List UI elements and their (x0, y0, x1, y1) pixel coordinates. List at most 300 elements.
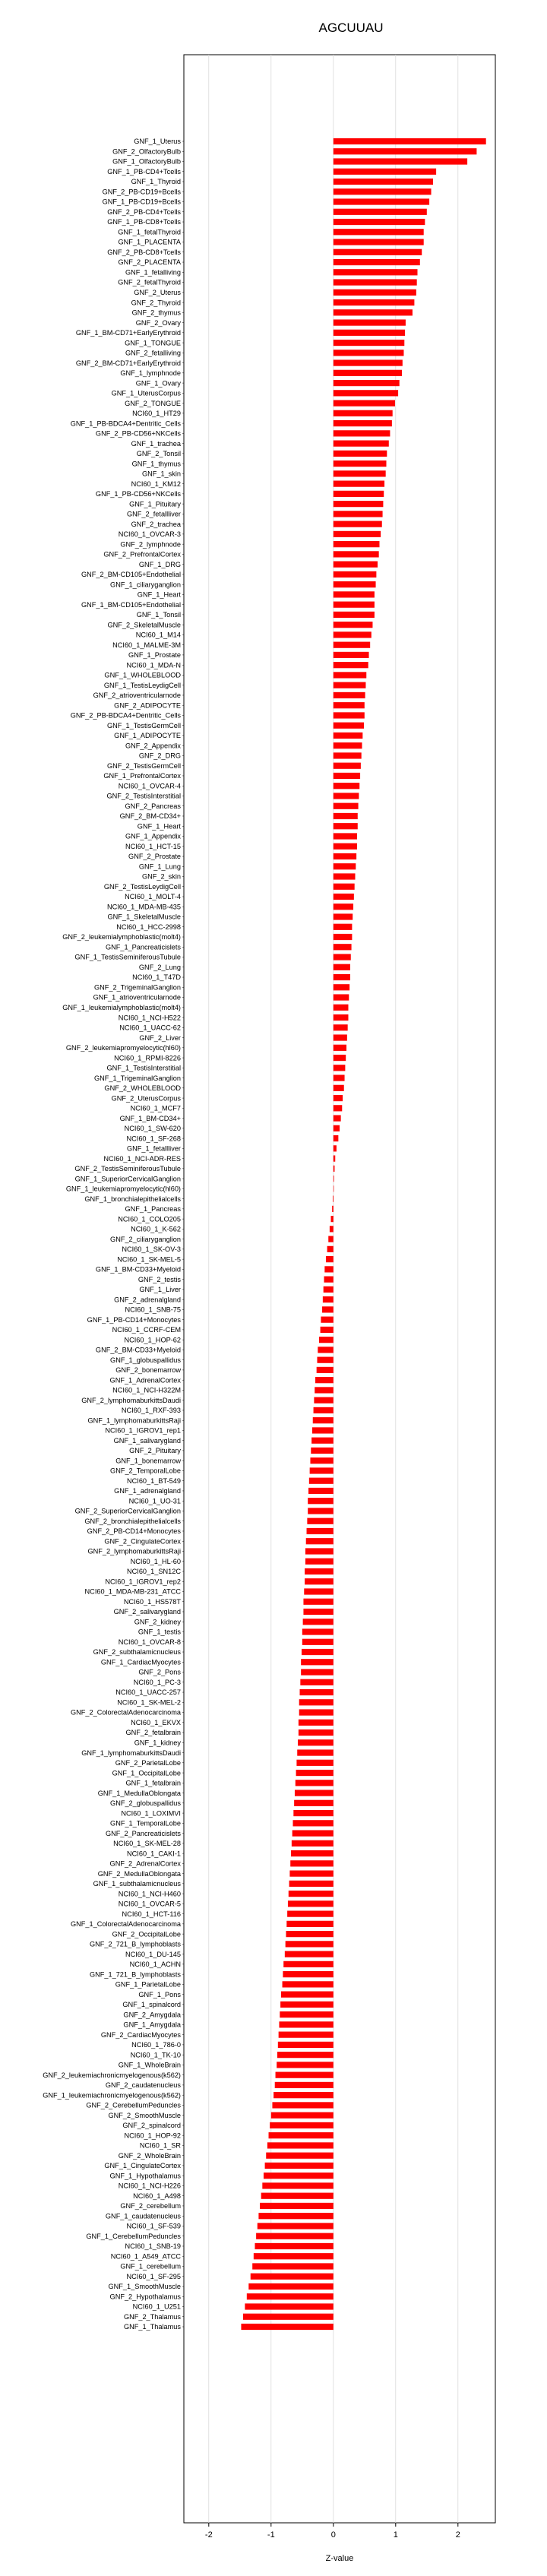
category-label: GNF_2_PB-CD4+Tcells (107, 207, 181, 216)
bar (334, 148, 477, 154)
bar (324, 1277, 334, 1283)
category-label: GNF_1_Lung (138, 862, 181, 871)
category-label: GNF_1_DRG (138, 560, 181, 568)
category-label: GNF_1_CingulateCortex (104, 2162, 181, 2170)
category-label: GNF_2_BM-CD34+ (119, 812, 181, 821)
category-label: GNF_2_adrenalgland (114, 1296, 181, 1304)
category-label: GNF_2_Pancreaticislets (105, 1829, 181, 1837)
bar (319, 1337, 334, 1343)
category-label: NCI60_1_MDA-MB-435 (106, 903, 181, 911)
category-label: GNF_2_DRG (138, 752, 181, 760)
category-label: NCI60_1_HCT-116 (122, 1910, 181, 1918)
category-label: GNF_1_spinalcord (122, 2001, 181, 2009)
category-label: NCI60_1_NCI-H226 (118, 2182, 181, 2190)
bar (300, 1679, 333, 1685)
bar (334, 330, 405, 336)
category-label: NCI60_1_IGROV1_rep2 (105, 1578, 181, 1586)
category-label: GNF_1_PrefrontalCortex (103, 772, 181, 780)
category-label: GNF_2_caudatenucleus (105, 2081, 181, 2090)
category-label: GNF_1_subthalamicnucleus (93, 1880, 181, 1888)
bar (334, 481, 384, 487)
bar (308, 1498, 334, 1504)
bar (317, 1367, 334, 1373)
x-tick-label: 1 (393, 2530, 398, 2540)
bar (311, 1438, 334, 1444)
category-label: GNF_2_kidney (134, 1618, 181, 1626)
category-label: GNF_2_ADIPOCYTE (114, 701, 181, 710)
category-label: GNF_2_bronchialepithelialcells (84, 1517, 181, 1525)
category-label: NCI60_1_IGROV1_rep1 (105, 1426, 181, 1435)
category-label: GNF_1_skin (141, 470, 181, 478)
category-label: GNF_2_thymus (131, 309, 181, 317)
category-label: NCI60_1_HOP-92 (124, 2131, 181, 2140)
category-label: GNF_2_CardiacMyocytes (100, 2030, 181, 2039)
bar (334, 319, 406, 325)
bar (254, 2253, 334, 2259)
category-label: NCI60_1_HT29 (132, 410, 181, 418)
category-label: GNF_2_TemporalLobe (110, 1467, 181, 1475)
category-label: GNF_2_TrigeminalGanglion (93, 983, 181, 992)
bar (334, 964, 350, 970)
bar (314, 1407, 334, 1413)
category-label: NCI60_1_SF-295 (126, 2272, 181, 2280)
category-label: GNF_1_leukemialymphoblastic(molt4) (62, 1003, 181, 1011)
bar (267, 2142, 334, 2148)
category-label: GNF_1_Tonsil (136, 611, 181, 619)
category-label: GNF_1_globuspallidus (110, 1356, 181, 1364)
bar (328, 1236, 334, 1242)
bar (321, 1327, 334, 1333)
bar (278, 2042, 334, 2048)
category-label: GNF_1_WHOLEBLOOD (104, 671, 181, 679)
bar (248, 2283, 334, 2290)
bar (322, 1306, 334, 1312)
bar (279, 2032, 334, 2038)
bar (280, 2002, 334, 2008)
bar (245, 2303, 333, 2309)
category-label: GNF_2_PB-CD19+Bcells (102, 188, 181, 196)
category-label: GNF_1_BM-CD105+Endothelial (81, 600, 181, 609)
bar (258, 2223, 334, 2229)
bar (334, 249, 422, 255)
bar (330, 1226, 334, 1232)
bar (283, 1971, 333, 1977)
bar (247, 2293, 334, 2299)
x-tick-label: 0 (330, 2530, 336, 2540)
bar (334, 723, 364, 729)
bar (286, 1931, 333, 1937)
bar (334, 612, 375, 618)
bar (334, 954, 351, 960)
category-label: GNF_2_SuperiorCervicalGanglion (74, 1507, 181, 1515)
category-label: GNF_2_BM-CD105+Endothelial (81, 571, 181, 579)
bar (304, 1588, 334, 1594)
category-label: GNF_2_PrefrontalCortex (103, 550, 181, 559)
bar (334, 763, 361, 769)
category-label: GNF_2_Pancreas (125, 802, 181, 810)
bars (241, 138, 485, 2330)
bar (287, 1910, 334, 1916)
bar (315, 1377, 334, 1383)
category-label: GNF_2_TestisLeydigCell (103, 882, 181, 891)
category-label: GNF_1_lymphomaburkittsDaudi (81, 1748, 181, 1757)
bar (243, 2314, 334, 2320)
bar (334, 460, 387, 467)
category-label: NCI60_1_LOXIMVI (121, 1809, 181, 1818)
bar (296, 1770, 334, 1776)
bar (310, 1467, 334, 1473)
category-label: GNF_2_721_B_lymphoblasts (89, 1940, 181, 1948)
bar (334, 299, 415, 305)
bar (334, 1085, 344, 1091)
category-label: NCI60_1_UACC-62 (119, 1024, 181, 1032)
category-label: GNF_2_CerebellumPeduncles (86, 2101, 181, 2109)
bar (334, 370, 402, 376)
category-label: GNF_1_fetalliving (125, 268, 181, 277)
category-label: GNF_2_fetalThyroid (118, 278, 181, 286)
bar (305, 1568, 334, 1574)
category-labels (43, 138, 184, 2331)
category-label: NCI60_1_HS578T (123, 1597, 181, 1606)
bar (334, 1166, 335, 1172)
category-label: GNF_1_TestisLeydigCell (103, 681, 181, 689)
bar (324, 1266, 333, 1272)
bar (283, 1961, 334, 1967)
category-label: GNF_2_Appendix (125, 742, 181, 750)
category-label: GNF_2_PB-CD56+NKCells (95, 429, 181, 438)
category-label: GNF_1_Amygdala (123, 2021, 181, 2029)
category-label: GNF_2_salivarygland (113, 1608, 181, 1616)
bar (334, 521, 382, 527)
category-label: NCI60_1_CAKI-1 (127, 1850, 181, 1858)
category-label: GNF_1_AdrenalCortex (109, 1376, 181, 1385)
bar (334, 198, 429, 204)
bar (275, 2082, 334, 2088)
category-label: GNF_2_WholeBrain (118, 2151, 181, 2160)
category-label: GNF_1_UterusCorpus (111, 389, 181, 397)
category-label: GNF_2_ColorectalAdenocarcinoma (70, 1708, 181, 1717)
category-label: GNF_2_AdrenalCortex (109, 1859, 181, 1868)
category-label: GNF_1_Appendix (125, 832, 181, 840)
category-label: GNF_2_ParietalLobe (115, 1759, 181, 1767)
bar (334, 1024, 348, 1030)
bar (334, 813, 358, 819)
bar (279, 2021, 333, 2027)
category-label: NCI60_1_HCT-15 (125, 842, 181, 850)
category-label: GNF_1_Pancreaticislets (105, 943, 181, 951)
bar (290, 1860, 334, 1866)
bar (264, 2173, 334, 2179)
bar (334, 1055, 346, 1061)
bar (269, 2132, 334, 2138)
category-label: GNF_1_Pituitary (129, 500, 181, 508)
x-axis (205, 2523, 460, 2540)
category-label: GNF_2_CingulateCortex (104, 1537, 181, 1546)
bar (312, 1427, 334, 1433)
bar (276, 2072, 334, 2078)
bar (334, 179, 433, 185)
bar (334, 551, 379, 557)
bar (334, 1135, 339, 1141)
category-label: GNF_1_bonemarrow (115, 1457, 181, 1465)
bar (289, 1891, 334, 1897)
bar (334, 773, 360, 779)
bar (261, 2193, 334, 2199)
bar (301, 1669, 334, 1675)
category-label: NCI60_1_HCC-2998 (116, 922, 181, 931)
bar (334, 843, 357, 850)
category-label: NCI60_1_A498 (133, 2191, 181, 2200)
category-label: GNF_1_testis (138, 1628, 181, 1636)
bar (331, 1216, 334, 1222)
bar (334, 793, 359, 799)
bar (265, 2163, 334, 2169)
bar (334, 259, 420, 265)
category-label: NCI60_1_SK-MEL-28 (113, 1840, 181, 1848)
category-label: NCI60_1_SNB-19 (125, 2242, 181, 2251)
category-label: GNF_2_fetalliving (125, 349, 181, 357)
category-label: GNF_2_TestisSeminiferousTubule (74, 1165, 181, 1173)
category-label: GNF_2_TestisGermCell (106, 761, 181, 770)
bar (307, 1528, 334, 1534)
bar (334, 894, 354, 900)
bar (300, 1689, 334, 1695)
category-label: GNF_1_ColorectalAdenocarcinoma (70, 1920, 181, 1929)
category-label: GNF_2_Pons (138, 1668, 181, 1676)
bar (299, 1709, 334, 1715)
category-label: GNF_1_ADIPOCYTE (114, 732, 181, 740)
bar (334, 219, 425, 225)
category-label: GNF_2_SmoothMuscle (108, 2111, 181, 2119)
bar (307, 1518, 333, 1524)
category-label: NCI60_1_EKVX (131, 1718, 181, 1726)
category-label: GNF_1_salivarygland (113, 1436, 181, 1445)
bar (311, 1448, 334, 1454)
bar (315, 1387, 334, 1393)
category-label: NCI60_1_NCI-H322M (112, 1386, 181, 1394)
bar (302, 1628, 334, 1635)
category-label: GNF_1_Liver (139, 1286, 181, 1294)
category-label: GNF_2_globuspallidus (110, 1799, 181, 1808)
category-label: GNF_1_Hypothalamus (109, 2172, 181, 2180)
bar (317, 1357, 333, 1363)
category-label: GNF_1_lymphomaburkittsRaji (87, 1416, 181, 1425)
bar (333, 1196, 334, 1202)
bar (334, 742, 362, 748)
category-label: NCI60_1_SR (139, 2141, 181, 2150)
category-label: GNF_2_leukemiapromyelocytic(hl60) (65, 1044, 181, 1052)
bar (305, 1548, 334, 1554)
bar (334, 873, 356, 879)
category-label: GNF_2_fetalbrain (125, 1729, 181, 1737)
category-label: NCI60_1_SK-MEL-2 (117, 1698, 181, 1707)
bar (324, 1286, 334, 1293)
bar (318, 1347, 334, 1353)
category-label: NCI60_1_CCRF-CEM (112, 1326, 181, 1334)
bar (334, 803, 359, 809)
category-label: GNF_2_PB-CD8+Tcells (107, 248, 181, 256)
bar (334, 944, 352, 950)
category-label: GNF_2_atrioventricularnode (93, 691, 181, 700)
category-label: GNF_1_lymphnode (120, 369, 181, 378)
category-label: GNF_1_trachea (131, 439, 181, 448)
category-label: GNF_1_leukemiachronicmyelogenous(k562) (43, 2091, 181, 2100)
category-label: GNF_1_PB-CD56+NKCells (95, 490, 181, 498)
category-label: NCI60_1_HL-60 (130, 1557, 181, 1565)
bar (277, 2062, 334, 2068)
category-label: GNF_2_TestisInterstitial (106, 792, 181, 800)
bar (334, 652, 369, 658)
category-label: NCI60_1_786-0 (131, 2041, 181, 2049)
bar (334, 229, 424, 235)
category-label: NCI60_1_SW-620 (124, 1125, 181, 1133)
category-label: GNF_1_MedullaOblongata (97, 1789, 181, 1797)
category-label: GNF_1_WholeBrain (118, 2061, 181, 2069)
bar (334, 138, 486, 144)
bar (292, 1830, 334, 1836)
category-label: NCI60_1_PC-3 (133, 1678, 181, 1686)
bar (334, 733, 363, 739)
category-label: GNF_1_SmoothMuscle (108, 2283, 181, 2291)
bar (274, 2092, 334, 2098)
bar (334, 682, 366, 688)
category-label: GNF_2_BM-CD71+EarlyErythroid (75, 359, 181, 367)
category-label: GNF_2_PB-BDCA4+Dentritic_Cells (70, 711, 181, 720)
category-label: NCI60_1_BT-549 (127, 1476, 181, 1485)
bar (334, 712, 365, 718)
category-label: GNF_2_Hypothalamus (109, 2293, 181, 2301)
category-label: GNF_1_Prostate (128, 651, 181, 660)
category-label: GNF_1_fetalbrain (125, 1779, 181, 1787)
category-label: GNF_2_testis (138, 1275, 181, 1283)
bar (252, 2263, 334, 2269)
category-label: GNF_1_kidney (134, 1739, 181, 1747)
bar (305, 1559, 334, 1565)
category-label: GNF_2_skin (141, 872, 181, 881)
category-label: GNF_1_Pons (138, 1990, 181, 1998)
bar (289, 1870, 333, 1876)
bar (305, 1578, 334, 1584)
bar (299, 1699, 334, 1705)
category-label: GNF_2_UterusCorpus (111, 1094, 181, 1103)
bar (334, 169, 436, 175)
category-label: NCI60_1_MDA-MB-231_ATCC (84, 1587, 181, 1596)
bar (334, 158, 467, 164)
bar (251, 2274, 334, 2280)
bar (334, 934, 353, 940)
category-label: NCI60_1_SNB-75 (125, 1305, 181, 1314)
chart-title: AGCUUAU (318, 21, 384, 35)
category-label: NCI60_1_SK-OV-3 (122, 1245, 181, 1254)
bar (262, 2182, 333, 2188)
bar (334, 1005, 349, 1011)
x-tick-label: -2 (204, 2530, 213, 2540)
category-label: GNF_1_Pancreas (125, 1205, 181, 1214)
category-label: GNF_1_PB-CD19+Bcells (102, 198, 181, 206)
category-label: NCI60_1_SF-539 (126, 2222, 181, 2230)
category-label: GNF_2_spinalcord (122, 2122, 181, 2130)
category-label: GNF_1_cerebellum (120, 2262, 181, 2271)
bar (286, 1921, 334, 1927)
bar (260, 2203, 334, 2209)
category-label: NCI60_1_A549_ATCC (110, 2252, 181, 2261)
bar (293, 1820, 334, 1826)
category-label: GNF_2_OccipitalLobe (112, 1930, 181, 1938)
category-label: GNF_2_bonemarrow (115, 1366, 181, 1375)
category-label: GNF_1_Heart (137, 822, 181, 831)
category-label: GNF_2_Thalamus (123, 2312, 181, 2321)
category-label: GNF_1_PLACENTA (118, 238, 181, 246)
bar (334, 602, 375, 608)
category-label: NCI60_1_RPMI-8226 (114, 1054, 181, 1062)
bar (310, 1457, 333, 1464)
bar (241, 2324, 333, 2330)
bar (308, 1508, 334, 1514)
category-label: GNF_1_TestisInterstitial (106, 1064, 181, 1072)
category-label: GNF_2_Prostate (128, 853, 181, 861)
category-label: GNF_2_Amygdala (123, 2011, 181, 2019)
bar (334, 531, 381, 537)
category-label: NCI60_1_OVCAR-3 (118, 530, 181, 539)
category-label: GNF_1_BM-CD34+ (119, 1114, 181, 1122)
category-label: NCI60_1_SF-268 (126, 1135, 181, 1143)
bar (334, 631, 372, 638)
bar (306, 1538, 334, 1544)
bar (334, 430, 390, 436)
bar (294, 1800, 334, 1806)
category-label: NCI60_1_UO-31 (128, 1497, 181, 1505)
bar (334, 359, 403, 366)
category-label: NCI60_1_U251 (132, 2302, 181, 2311)
bar (321, 1317, 333, 1323)
category-label: GNF_1_TrigeminalGanglion (93, 1074, 181, 1082)
category-label: GNF_2_Lung (138, 963, 181, 971)
bar (334, 642, 370, 648)
bar (334, 440, 389, 446)
category-label: GNF_2_trachea (131, 520, 181, 528)
category-label: GNF_1_TemporalLobe (110, 1819, 181, 1828)
bar (334, 511, 383, 517)
category-label: GNF_1_Heart (137, 590, 181, 599)
bar (334, 752, 362, 758)
category-label: NCI60_1_M14 (135, 631, 181, 639)
bar (334, 279, 417, 285)
category-label: GNF_2_Ovary (135, 318, 181, 327)
category-label: GNF_2_WHOLEBLOOD (104, 1084, 181, 1093)
category-label: NCI60_1_HOP-62 (124, 1336, 181, 1344)
category-label: GNF_2_cerebellum (120, 2202, 181, 2210)
category-label: GNF_2_BM-CD33+Myeloid (95, 1346, 181, 1354)
bar (334, 1145, 337, 1151)
category-label: NCI60_1_OVCAR-4 (118, 782, 181, 790)
category-label: GNF_2_leukemialymphoblastic(molt4) (62, 933, 181, 941)
category-label: GNF_1_ciliaryganglion (110, 581, 181, 589)
bar (334, 309, 413, 315)
bar (301, 1659, 334, 1665)
bar (334, 290, 416, 296)
bar (334, 783, 359, 789)
bar (309, 1478, 334, 1484)
bar (323, 1296, 334, 1302)
category-label: GNF_1_SuperiorCervicalGanglion (74, 1175, 181, 1183)
bar (298, 1739, 334, 1745)
category-label: NCI60_1_NCI-H460 (118, 1890, 181, 1898)
category-label: GNF_2_lymphomaburkittsRaji (87, 1547, 181, 1555)
category-label: GNF_1_PB-CD14+Monocytes (87, 1315, 181, 1324)
category-label: GNF_1_OccipitalLobe (112, 1769, 181, 1777)
bar (313, 1417, 334, 1423)
category-label: NCI60_1_NCI-ADR-RES (103, 1154, 181, 1163)
